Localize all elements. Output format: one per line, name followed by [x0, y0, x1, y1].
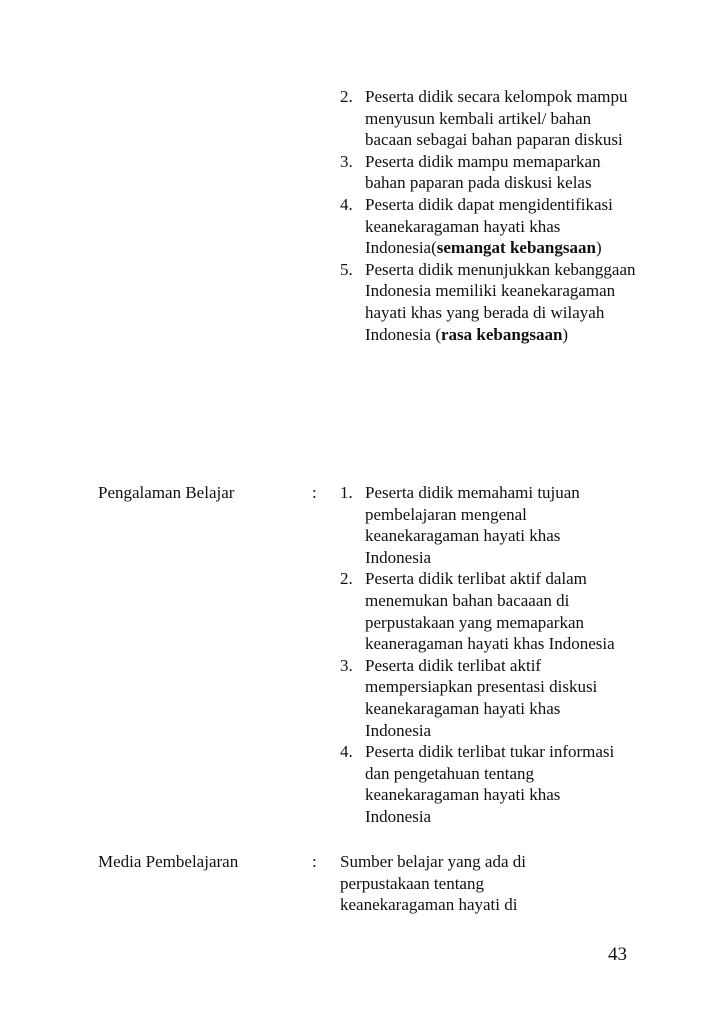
item-text: Peserta didik secara kelompok mampu menyusun kembali artikel/ bahan bacaan sebagai bahan paparan diskusi — [365, 87, 628, 150]
page-number: 43 — [608, 944, 627, 965]
media-text: Sumber belajar yang ada di perpustakaan tentang keanekaragaman hayati di — [340, 852, 526, 915]
item-number: 2. — [340, 87, 353, 106]
item-number: 3. — [340, 151, 353, 171]
list-item — [340, 194, 640, 259]
item-number: 2. — [340, 569, 353, 589]
pengalaman-list — [340, 482, 630, 828]
item-number: 4. — [340, 742, 353, 762]
item-text: Peserta didik mampu memaparkan bahan paparan pada diskusi kelas — [365, 151, 601, 193]
item-number: 1. — [340, 483, 353, 502]
item-text: Peserta didik terlibat aktif mempersiapkan presentasi diskusi keanekaragaman hayati khas Indonesia — [365, 655, 598, 740]
item-text: Peserta didik dapat mengidentifikasi keanekaragaman hayati khas Indonesia( — [365, 194, 613, 258]
list-item — [340, 86, 640, 151]
row-label: Media Pembelajaran — [98, 852, 239, 871]
item-number: 3. — [340, 655, 353, 675]
item-text-end: ) — [595, 238, 602, 258]
list-item — [340, 151, 640, 194]
item-text: Peserta didik terlibat aktif dalam menemukan bahan bacaaan di perpustakaan yang memaparkan keaneragaman hayati khas Indonesia — [365, 569, 615, 654]
item-bold-text: rasa kebangsaan — [441, 324, 563, 344]
list-item — [340, 482, 630, 568]
continued-objectives-list — [340, 86, 640, 345]
row-colon: : — [312, 852, 317, 871]
item-text: Peserta didik terlibat tukar informasi dan pengetahuan tentang keanekaragaman hayati khas Indonesia — [365, 742, 615, 826]
list-item — [340, 655, 630, 741]
list-item — [340, 741, 630, 827]
item-text: Peserta didik menunjukkan kebanggaan Indonesia memiliki keanekaragaman hayati khas yang berada di wilayah Indonesia ( — [365, 259, 636, 344]
item-text: Peserta didik memahami tujuan pembelajaran mengenal keanekaragaman hayati khas Indonesia — [365, 483, 580, 567]
list-item — [340, 568, 630, 654]
item-number: 5. — [340, 259, 353, 279]
item-number: 4. — [340, 194, 353, 214]
item-bold-text: semangat kebangsaan — [436, 238, 596, 258]
list-item — [340, 259, 640, 345]
item-text-end: ) — [562, 324, 569, 344]
row-colon: : — [312, 483, 317, 502]
row-label: Pengalaman Belajar — [98, 483, 235, 502]
